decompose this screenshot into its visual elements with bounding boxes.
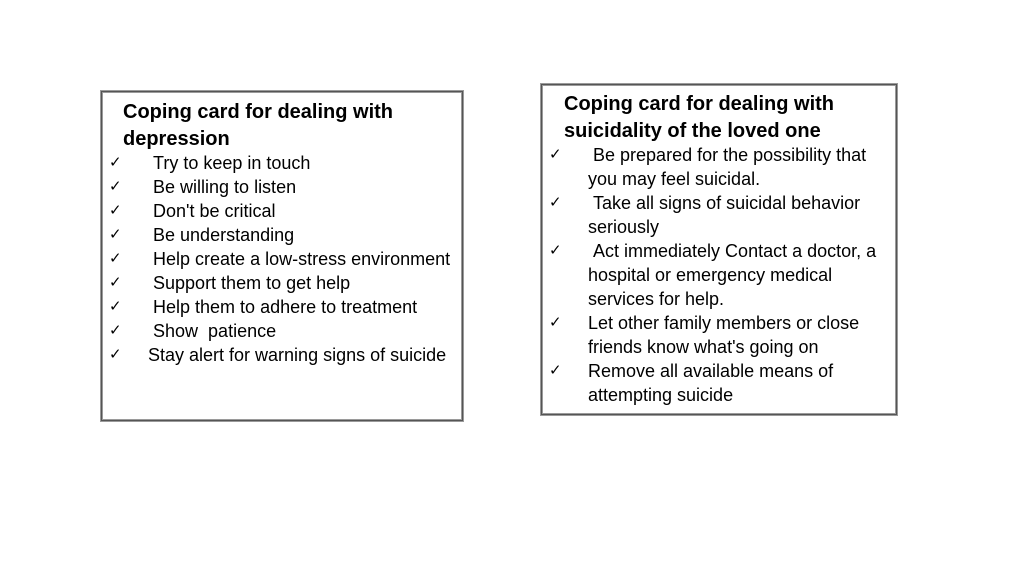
check-icon: ✓ <box>549 241 562 259</box>
list-item <box>542 239 896 311</box>
list-item-text: Be willing to listen <box>148 177 297 197</box>
list-item-text: Be understanding <box>148 225 295 245</box>
list-item <box>102 247 462 271</box>
check-icon: ✓ <box>109 201 122 219</box>
list-item-text: Show patience <box>148 321 277 341</box>
card-title: Coping card for dealing with suicidality of the loved one <box>564 93 834 142</box>
check-icon: ✓ <box>109 297 122 315</box>
list-item <box>102 199 462 223</box>
list-item <box>542 311 896 359</box>
list-item <box>542 359 896 407</box>
check-icon: ✓ <box>109 273 122 291</box>
check-icon: ✓ <box>109 321 122 339</box>
check-icon: ✓ <box>549 313 562 331</box>
list-item <box>102 271 462 295</box>
check-icon: ✓ <box>109 249 122 267</box>
list-item-text: Let other family members or close friends know what's going on <box>588 313 865 357</box>
list-item-text: Remove all available means of attempting suicide <box>588 361 839 405</box>
list-item-text: Act immediately Contact a doctor, a hospital or emergency medical services for help. <box>588 241 882 309</box>
list-item-text: Be prepared for the possibility that you may feel suicidal. <box>588 145 872 189</box>
depression-coping-card <box>101 91 463 421</box>
list-item <box>102 223 462 247</box>
checklist <box>542 143 896 407</box>
list-item-text: Don't be critical <box>148 201 276 221</box>
check-icon: ✓ <box>109 225 122 243</box>
list-item <box>542 143 896 191</box>
checklist <box>102 151 462 367</box>
list-item <box>102 319 462 343</box>
card-title: Coping card for dealing with depression <box>123 101 393 150</box>
check-icon: ✓ <box>109 345 122 363</box>
list-item-text: Try to keep in touch <box>148 153 311 173</box>
check-icon: ✓ <box>549 145 562 163</box>
check-icon: ✓ <box>109 153 122 171</box>
check-icon: ✓ <box>109 177 122 195</box>
list-item-text: Help create a low-stress environment <box>148 249 451 269</box>
list-item <box>542 191 896 239</box>
list-item-text: Take all signs of suicidal behavior seriously <box>588 193 866 237</box>
list-item-text: Help them to adhere to treatment <box>148 297 418 317</box>
list-item <box>102 151 462 175</box>
list-item-text: Stay alert for warning signs of suicide <box>148 345 447 365</box>
check-icon: ✓ <box>549 361 562 379</box>
list-item-text: Support them to get help <box>148 273 351 293</box>
list-item <box>102 343 462 367</box>
list-item <box>102 175 462 199</box>
list-item <box>102 295 462 319</box>
suicidality-coping-card <box>541 84 897 415</box>
check-icon: ✓ <box>549 193 562 211</box>
